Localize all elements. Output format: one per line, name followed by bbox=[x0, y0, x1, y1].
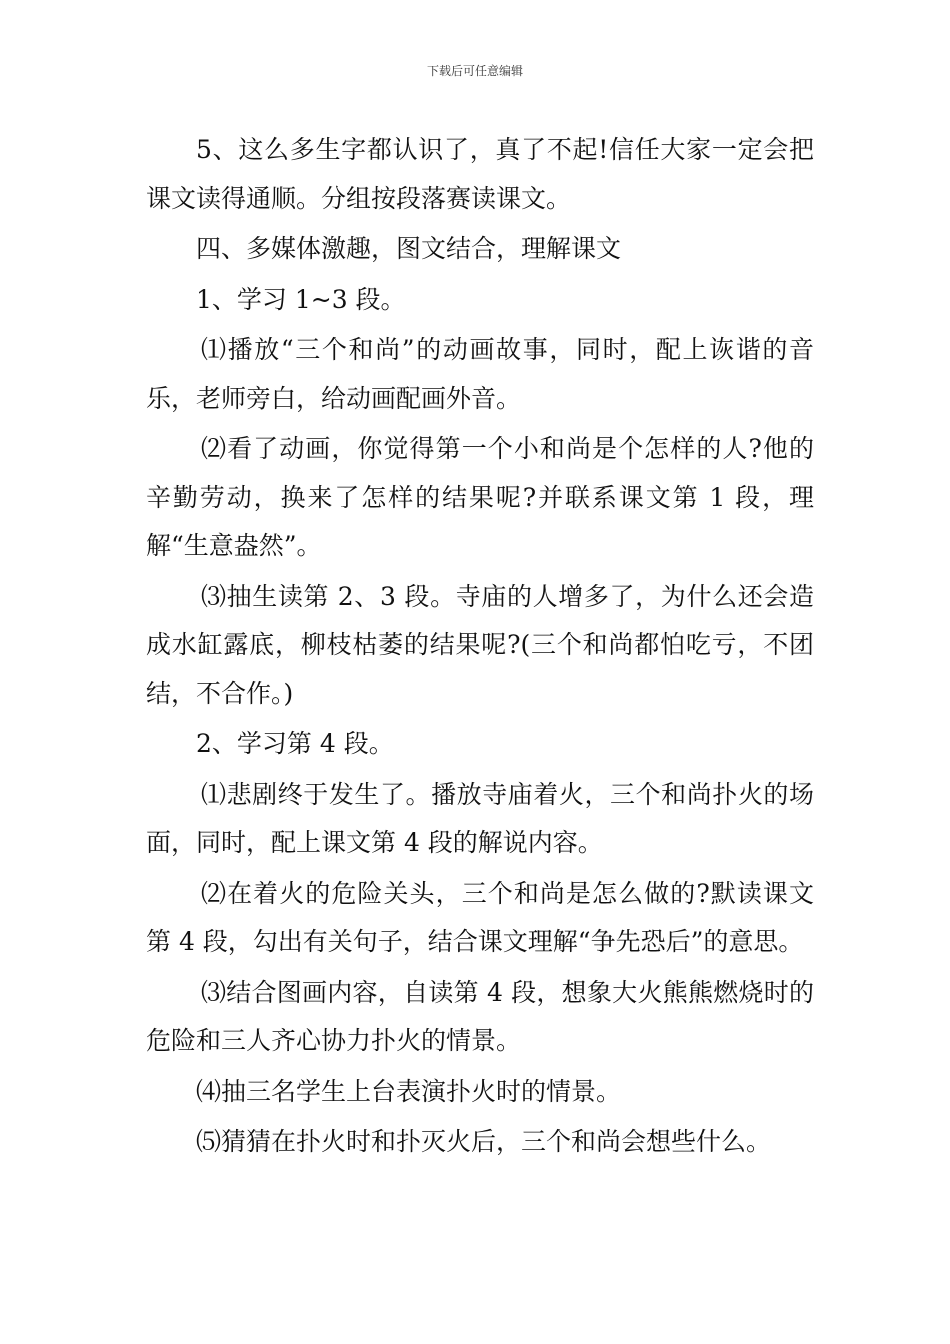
paragraph-9: ⑵在着火的危险关头，三个和尚是怎么做的?默读课文第 4 段，勾出有关句子，结合课文理解“争先恐后”的意思。 bbox=[146, 878, 814, 956]
document-body bbox=[146, 126, 814, 1169]
paragraph-3: 1、学习 1~3 段。 bbox=[196, 284, 406, 314]
paragraph-10: ⑶结合图画内容，自读第 4 段，想象大火熊熊燃烧时的危险和三人齐心协力扑火的情景。 bbox=[146, 977, 814, 1055]
paragraph-8: ⑴悲剧终于发生了。播放寺庙着火，三个和尚扑火的场面，同时，配上课文第 4 段的解说内容。 bbox=[146, 779, 814, 857]
paragraph-1: 5、这么多生字都认识了，真了不起!信任大家一定会把课文读得通顺。分组按段落赛读课文。 bbox=[146, 135, 814, 213]
paragraph-12: ⑸猜猜在扑火时和扑灭火后，三个和尚会想些什么。 bbox=[196, 1127, 772, 1156]
paragraph-2: 四、多媒体激趣，图文结合，理解课文 bbox=[196, 234, 622, 263]
paragraph-6: ⑶抽生读第 2、3 段。寺庙的人增多了，为什么还会造成水缸露底，柳枝枯萎的结果呢?(三个和尚都怕吃亏，不团结，不合作。) bbox=[146, 581, 814, 708]
paragraph-5: ⑵看了动画，你觉得第一个小和尚是个怎样的人?他的辛勤劳动，换来了怎样的结果呢?并联系课文第 1 段，理解“生意盎然”。 bbox=[146, 434, 814, 560]
paragraph-7: 2、学习第 4 段。 bbox=[196, 729, 394, 758]
page-header: 下载后可任意编辑 bbox=[426, 64, 523, 78]
paragraph-4: ⑴播放“三个和尚”的动画故事，同时，配上诙谐的音乐，老师旁白，给动画配画外音。 bbox=[146, 335, 814, 413]
paragraph-11: ⑷抽三名学生上台表演扑火时的情景。 bbox=[196, 1076, 622, 1106]
